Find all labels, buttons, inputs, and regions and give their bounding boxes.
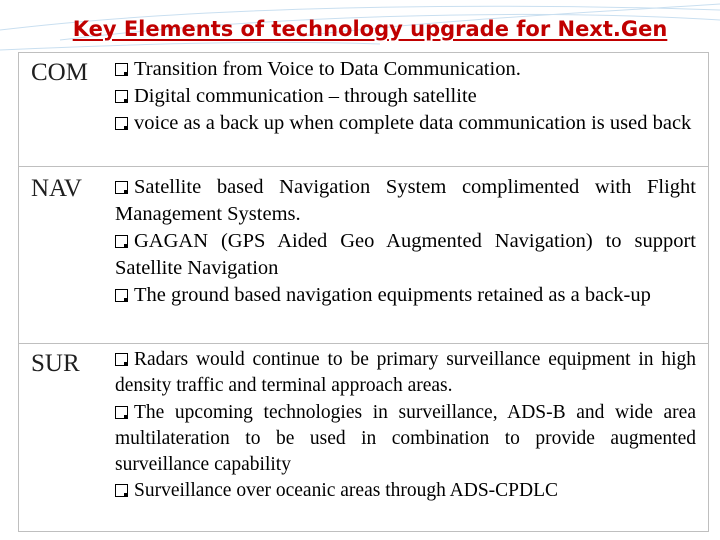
square-bullet-icon: [115, 63, 128, 76]
square-bullet-icon: [115, 90, 128, 103]
row-label: SUR: [31, 350, 80, 377]
row-sur: [19, 343, 708, 533]
row-label: COM: [31, 59, 88, 86]
square-bullet-icon: [115, 353, 128, 366]
row-content: [115, 56, 696, 137]
row-com: [19, 53, 708, 166]
list-item: GAGAN (GPS Aided Geo Augmented Navigation) to support Satellite Navigation: [115, 230, 696, 279]
square-bullet-icon: [115, 289, 128, 302]
square-bullet-icon: [115, 181, 128, 194]
list-item: Radars would continue to be primary surveillance equipment in high density traffic and terminal approach areas.: [115, 349, 696, 397]
list-item: Surveillance over oceanic areas through ADS-CPDLC: [115, 478, 696, 504]
list-item: voice as a back up when complete data communication is used back: [115, 110, 696, 137]
list-item: Transition from Voice to Data Communication.: [115, 56, 696, 83]
row-content: [115, 174, 696, 309]
elements-table: [18, 52, 709, 532]
page-title: Key Elements of technology upgrade for Next.Gen: [72, 17, 668, 41]
row-label: NAV: [31, 175, 82, 202]
square-bullet-icon: [115, 117, 128, 130]
list-item: The ground based navigation equipments retained as a back-up: [115, 282, 696, 309]
square-bullet-icon: [115, 484, 128, 497]
square-bullet-icon: [115, 406, 128, 419]
list-item: The upcoming technologies in surveillance, ADS-B and wide area multilateration to be used in combination to provide augmented surveillance capability: [115, 401, 696, 476]
list-item: Digital communication – through satellite: [115, 83, 696, 110]
square-bullet-icon: [115, 235, 128, 248]
row-content: [115, 347, 696, 505]
list-item: Satellite based Navigation System complimented with Flight Management Systems.: [115, 176, 696, 225]
